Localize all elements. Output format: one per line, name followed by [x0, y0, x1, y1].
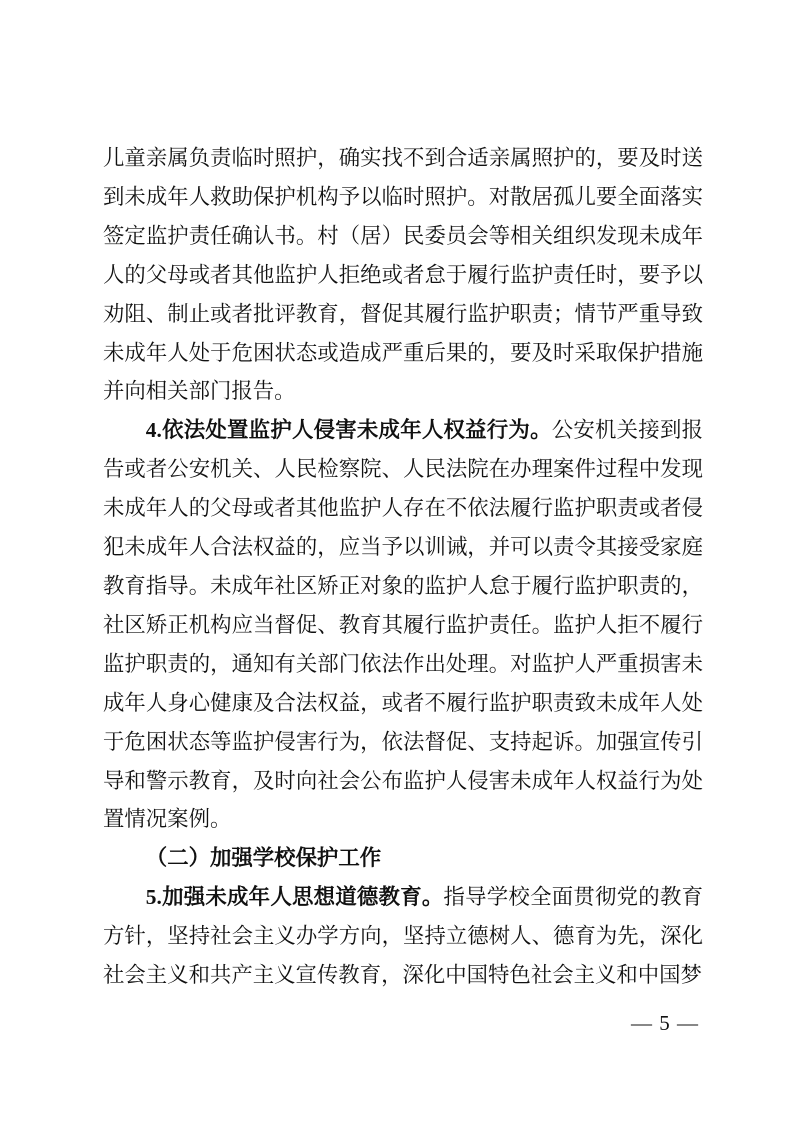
- paragraph-text: 公安机关接到报告或者公安机关、人民检察院、人民法院在办理案件过程中发现未成年人的父母或者其他监护人存在不依法履行监护职责或者侵犯未成年人合法权益的，应当予以训诫，并可以责令其接受家庭教育指导。未成年社区矫正对象的监护人怠于履行监护职责的，社区矫正机构应当督促、教育其履行监护责任。监护人拒不履行监护职责的，通知有关部门依法作出处理。对监护人严重损害未成年人身心健康及合法权益，或者不履行监护职责致未成年人处于危困状态等监护侵害行为，依法督促、支持起诉。加强宣传引导和警示教育，及时向社会公布监护人侵害未成年人权益行为处置情况案例。: [103, 418, 703, 832]
- paragraph-lead: 5.加强未成年人思想道德教育。: [145, 885, 444, 910]
- paragraph-text: 儿童亲属负责临时照护，确实找不到合适亲属照护的，要及时送到未成年人救助保护机构予以临时照护。对散居孤儿要全面落实签定监护责任确认书。村（居）民委员会等相关组织发现未成年人的父母或者其他监护人拒绝或者怠于履行监护责任时，要予以劝阻、制止或者批评教育，督促其履行监护职责；情节严重导致未成年人处于危困状态或造成严重后果的，要及时采取保护措施并向相关部门报告。: [103, 146, 703, 404]
- page-number: — 5 —: [631, 1011, 699, 1035]
- section-heading-text: （二）加强学校保护工作: [145, 846, 382, 871]
- paragraph-item-4: [103, 411, 703, 839]
- paragraph-text: 指导学校全面贯彻党的教育方针，坚持社会主义办学方向，坚持立德树人、德育为先，深化社会主义和共产主义宣传教育，深化中国特色社会主义和中国梦: [103, 885, 703, 988]
- section-heading: [103, 839, 703, 878]
- paragraph-continuation: [103, 139, 703, 411]
- paragraph-item-5: [103, 878, 703, 995]
- paragraph-lead: 4.依法处置监护人侵害未成年人权益行为。: [145, 418, 552, 443]
- document-body: [103, 139, 703, 995]
